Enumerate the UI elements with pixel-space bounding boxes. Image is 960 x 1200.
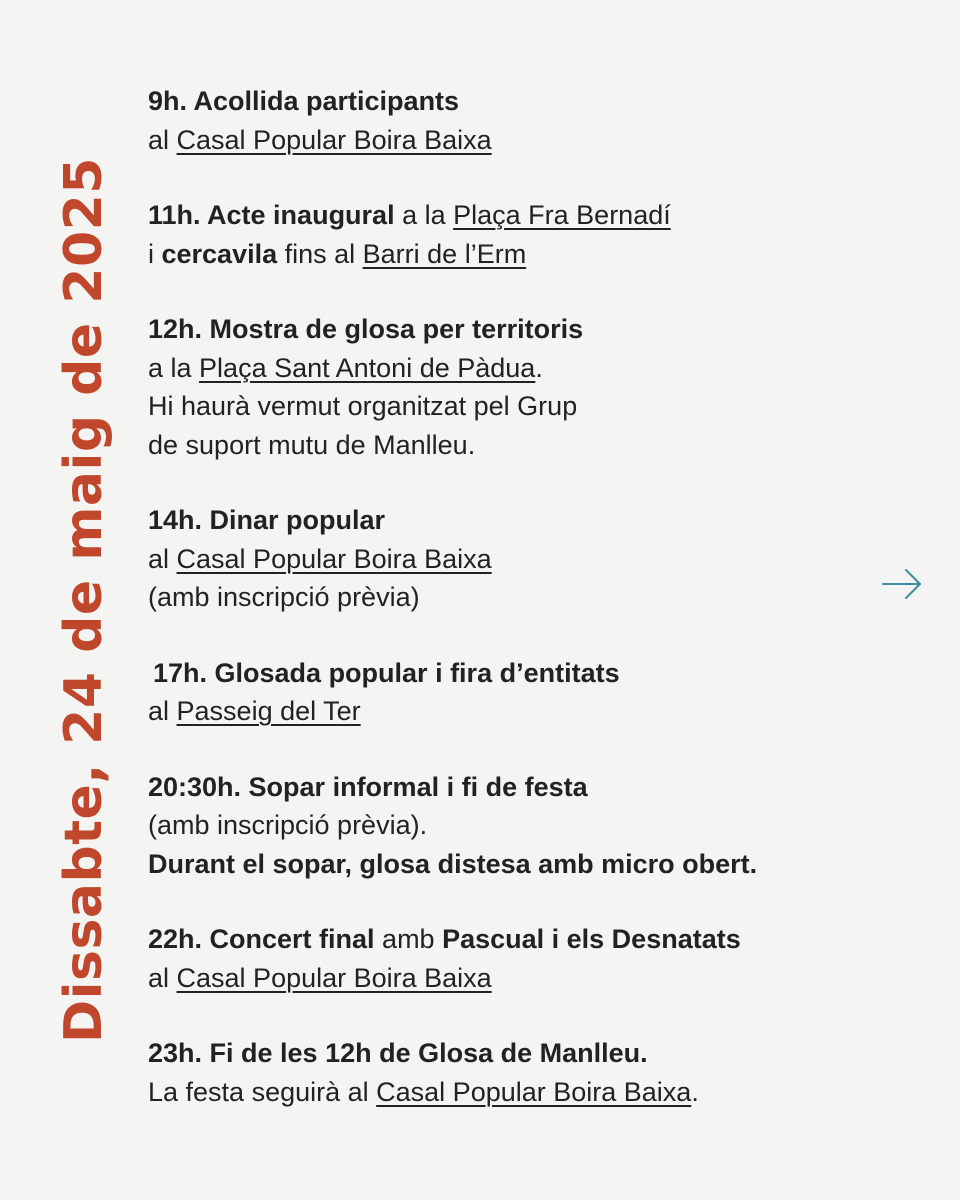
band-name: Pascual i els Desnatats [442,924,741,954]
event-text: fins al [277,238,363,269]
event-title: 22h. Concert final [148,924,375,954]
event-title: 12h. Mostra de glosa per territoris [148,314,584,344]
event-title: 14h. Dinar popular [148,505,386,535]
place-link[interactable]: Casal Popular Boira Baixa [376,1076,692,1107]
event-text: . [691,1076,699,1107]
date-banner: Dissabte, 24 de maig de 2025 [54,157,114,1043]
place-link[interactable]: Casal Popular Boira Baixa [176,124,492,155]
event-text: (amb inscripció prèvia) [148,582,420,612]
place-link[interactable]: Passeig del Ter [176,696,361,726]
event-lunch [148,501,888,617]
event-text: Hi haurà vermut organitzat pel Grup [148,391,578,421]
event-showcase [148,310,888,464]
event-closing [148,1034,888,1111]
event-text: al [148,543,177,574]
event-text: i [148,238,162,269]
event-title: 23h. Fi de les 12h de Glosa de Manlleu. [148,1038,648,1068]
event-title: 20:30h. Sopar informal i fi de festa [148,771,588,802]
event-text: de suport mutu de Manlleu. [148,429,476,460]
arrow-right-icon[interactable] [880,566,924,602]
event-text: al [148,962,177,993]
event-glosada [148,654,888,731]
event-note: Durant el sopar, glosa distesa amb micro obert. [148,848,758,879]
event-text: al [148,124,177,155]
event-title: 17h. Glosada popular i fira d’entitats [153,657,620,688]
place-link[interactable]: Plaça Sant Antoni de Pàdua [199,352,536,383]
event-text: La festa seguirà al [148,1076,377,1107]
event-concert [148,920,888,997]
place-link[interactable]: Plaça Fra Bernadí [453,200,671,230]
event-text: a la [148,352,200,383]
event-welcome [148,82,888,159]
event-text: . [535,352,543,383]
event-opening [148,196,888,273]
event-title: 11h. Acte inaugural [148,200,395,230]
event-text: al [148,696,177,726]
event-text: a la [394,200,454,230]
event-text: (amb inscripció prèvia). [148,810,428,840]
place-link[interactable]: Barri de l’Erm [362,238,527,269]
event-text: amb [374,924,443,954]
activity-name: cercavila [161,238,278,269]
event-dinner [148,768,888,884]
schedule-list [148,82,888,1111]
place-link[interactable]: Casal Popular Boira Baixa [176,962,492,993]
event-title: 9h. Acollida participants [148,86,460,116]
place-link[interactable]: Casal Popular Boira Baixa [176,543,492,574]
